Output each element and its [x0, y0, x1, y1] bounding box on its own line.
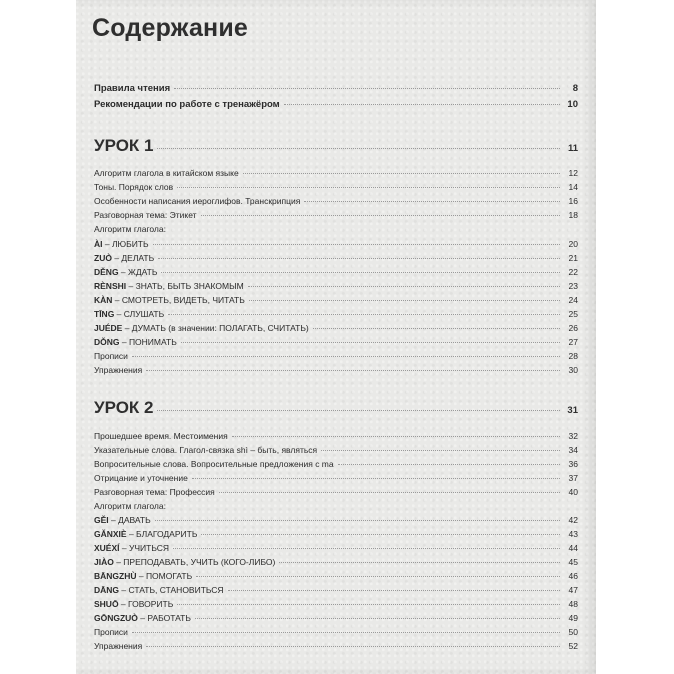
toc-entry-label: Рекомендации по работе с тренажёром	[94, 99, 280, 110]
lesson-title: УРОК 2	[94, 398, 154, 417]
pinyin: RÈNSHI	[94, 281, 127, 291]
toc-entry-page: 37	[568, 473, 578, 483]
toc-entry-label: – ЖДАТЬ	[118, 267, 158, 277]
dot-leader	[249, 300, 560, 301]
toc-entry	[94, 196, 578, 206]
toc-entry	[94, 585, 578, 595]
pinyin: GŌNGZUÒ	[94, 613, 138, 623]
dot-leader	[158, 258, 560, 259]
lesson-page: 11	[567, 143, 578, 154]
pinyin: KÀN	[94, 295, 113, 305]
toc-entry-label: Вопросительные слова. Вопросительные предложения с ma	[94, 459, 334, 469]
dot-leader	[161, 272, 560, 273]
toc-entry	[94, 168, 578, 178]
pinyin: GĚI	[94, 515, 109, 525]
toc-subheading	[94, 224, 578, 234]
toc-entry-page: 50	[568, 627, 578, 637]
toc-entry-page: 26	[568, 323, 578, 333]
pinyin: JIÀO	[94, 557, 114, 567]
dot-leader	[248, 286, 560, 287]
toc-entry-page: 36	[568, 459, 578, 469]
toc-entry-page: 28	[568, 351, 578, 361]
toc-entry-page: 43	[568, 529, 578, 539]
toc-entry	[94, 210, 578, 220]
toc-entry-label: Алгоритм глагола:	[94, 224, 166, 234]
toc-entry-page: 22	[568, 267, 578, 277]
toc-entry-page: 18	[568, 210, 578, 220]
toc-entry-label: Указательные слова. Глагол-связка shì – быть, являться	[94, 445, 318, 455]
toc-entry	[94, 571, 578, 581]
toc-subheading	[94, 501, 578, 511]
toc-entry	[94, 351, 578, 361]
dot-leader	[201, 215, 560, 216]
toc-entry-page: 8	[572, 83, 578, 94]
toc-entry-label: Тоны. Порядок слов	[94, 182, 174, 192]
toc-entry-label: – ДАВАТЬ	[108, 515, 151, 525]
dot-leader	[157, 410, 560, 411]
dot-leader	[219, 492, 560, 493]
toc-entry	[94, 599, 578, 609]
toc-entry-label: – СМОТРЕТЬ, ВИДЕТЬ, ЧИТАТЬ	[112, 295, 245, 305]
toc-entry-page: 25	[568, 309, 578, 319]
dot-leader	[177, 604, 560, 605]
toc-entry-page: 21	[568, 253, 578, 263]
toc-entry-label: – ПОМОГАТЬ	[136, 571, 193, 581]
toc-entry-page: 46	[568, 571, 578, 581]
toc-entry-page: 27	[568, 337, 578, 347]
toc-entry	[94, 337, 578, 347]
toc-entry-label: Правила чтения	[94, 83, 171, 94]
toc-entry	[94, 182, 578, 192]
toc-entry	[94, 473, 578, 483]
toc-entry-page: 12	[568, 168, 578, 178]
toc-entry	[94, 459, 578, 469]
toc-entry-page: 14	[568, 182, 578, 192]
toc-entry	[94, 99, 578, 110]
toc-entry-label: – ДУМАТЬ (в значении: ПОЛАГАТЬ, СЧИТАТЬ)	[122, 323, 309, 333]
toc-entry-page: 42	[568, 515, 578, 525]
toc-entry-label: – ЗНАТЬ, БЫТЬ ЗНАКОМЫМ	[126, 281, 244, 291]
toc-entry-label: – ДЕЛАТЬ	[111, 253, 155, 263]
pinyin: BĀNGZHÙ	[94, 571, 137, 581]
toc-entry-label: – БЛАГОДАРИТЬ	[126, 529, 198, 539]
dot-leader	[153, 244, 560, 245]
pinyin: ZUÒ	[94, 253, 112, 263]
toc-entry-label: Прописи	[94, 351, 128, 361]
dot-leader	[232, 436, 560, 437]
pinyin: GǍNXIÈ	[94, 529, 127, 539]
lesson-title: УРОК 1	[94, 136, 154, 155]
toc-entry-page: 16	[568, 196, 578, 206]
toc-entry	[94, 323, 578, 333]
toc-entry-page: 47	[568, 585, 578, 595]
toc-entry-label: – ЛЮБИТЬ	[102, 239, 149, 249]
dot-leader	[321, 450, 560, 451]
dot-leader	[132, 356, 560, 357]
toc-entry-page: 34	[568, 445, 578, 455]
toc-entry	[94, 365, 578, 375]
dot-leader	[243, 173, 560, 174]
pinyin: SHUŌ	[94, 599, 119, 609]
toc-entry-page: 32	[568, 431, 578, 441]
toc-entry-label: Разговорная тема: Этикет	[94, 210, 197, 220]
pinyin: TĪNG	[94, 309, 115, 319]
dot-leader	[201, 534, 560, 535]
toc-entry	[94, 239, 578, 249]
pinyin: DǑNG	[94, 337, 120, 347]
toc-entry	[94, 431, 578, 441]
lesson-page: 31	[567, 405, 578, 416]
dot-leader	[279, 562, 560, 563]
toc-entry-label: – ПРЕПОДАВАТЬ, УЧИТЬ (КОГО-ЛИБО)	[113, 557, 276, 567]
dot-leader	[177, 187, 560, 188]
dot-leader	[132, 632, 560, 633]
toc-entry-label: – СЛУШАТЬ	[114, 309, 165, 319]
toc-entry-page: 40	[568, 487, 578, 497]
toc-entry	[94, 515, 578, 525]
dot-leader	[304, 201, 560, 202]
dot-leader	[195, 618, 560, 619]
toc-entry-page: 44	[568, 543, 578, 553]
toc-entry-label: Алгоритм глагола:	[94, 501, 166, 511]
toc-entry-label: – РАБОТАТЬ	[137, 613, 191, 623]
toc-entry-page: 45	[568, 557, 578, 567]
toc-entry-page: 24	[568, 295, 578, 305]
dot-leader	[146, 646, 560, 647]
toc-entry-label: Прописи	[94, 627, 128, 637]
dot-leader	[174, 88, 560, 89]
lesson-heading	[94, 398, 578, 418]
dot-leader	[181, 342, 560, 343]
pinyin: DĚNG	[94, 267, 119, 277]
toc-entry-label: – ПОНИМАТЬ	[119, 337, 177, 347]
toc-entry-label: Прошедшее время. Местоимения	[94, 431, 228, 441]
toc-entry-label: Алгоритм глагола в китайском языке	[94, 168, 239, 178]
dot-leader	[338, 464, 560, 465]
dot-leader	[157, 148, 560, 149]
dot-leader	[146, 370, 560, 371]
toc-entry	[94, 613, 578, 623]
dot-leader	[168, 314, 560, 315]
toc-entry	[94, 557, 578, 567]
toc-entry-page: 48	[568, 599, 578, 609]
book-page	[76, 0, 596, 674]
pinyin: XUÉXÍ	[94, 543, 120, 553]
toc-entry-label: – СТАТЬ, СТАНОВИТЬСЯ	[119, 585, 224, 595]
toc-entry-label: Отрицание и уточнение	[94, 473, 188, 483]
toc-entry-page: 23	[568, 281, 578, 291]
toc-entry	[94, 295, 578, 305]
toc-entry	[94, 253, 578, 263]
dot-leader	[284, 104, 560, 105]
toc-entry-page: 52	[568, 641, 578, 651]
toc-entry-page: 20	[568, 239, 578, 249]
toc-entry	[94, 487, 578, 497]
toc-entry-page: 10	[567, 99, 578, 110]
toc-entry	[94, 267, 578, 277]
toc-entry	[94, 281, 578, 291]
lesson-heading	[94, 136, 578, 156]
toc-entry	[94, 83, 578, 94]
toc-entry-page: 30	[568, 365, 578, 375]
toc-entry-label: Упражнения	[94, 365, 143, 375]
dot-leader	[192, 478, 560, 479]
toc-entry-label: Особенности написания иероглифов. Транскрипция	[94, 196, 301, 206]
toc-entry-label: Упражнения	[94, 641, 143, 651]
page-title: Содержание	[92, 14, 249, 42]
dot-leader	[173, 548, 560, 549]
toc-entry-label: – УЧИТЬСЯ	[119, 543, 170, 553]
pinyin: DĀNG	[94, 585, 120, 595]
toc-entry	[94, 641, 578, 651]
pinyin: ÀI	[94, 239, 103, 249]
toc-entry	[94, 309, 578, 319]
toc-entry-label: – ГОВОРИТЬ	[118, 599, 174, 609]
toc-entry	[94, 543, 578, 553]
dot-leader	[228, 590, 560, 591]
toc-entry	[94, 627, 578, 637]
pinyin: JUÉDE	[94, 323, 123, 333]
dot-leader	[196, 576, 560, 577]
toc-entry-page: 49	[568, 613, 578, 623]
toc-entry-label: Разговорная тема: Профессия	[94, 487, 215, 497]
toc-entry	[94, 529, 578, 539]
dot-leader	[155, 520, 560, 521]
dot-leader	[313, 328, 560, 329]
toc-entry	[94, 445, 578, 455]
